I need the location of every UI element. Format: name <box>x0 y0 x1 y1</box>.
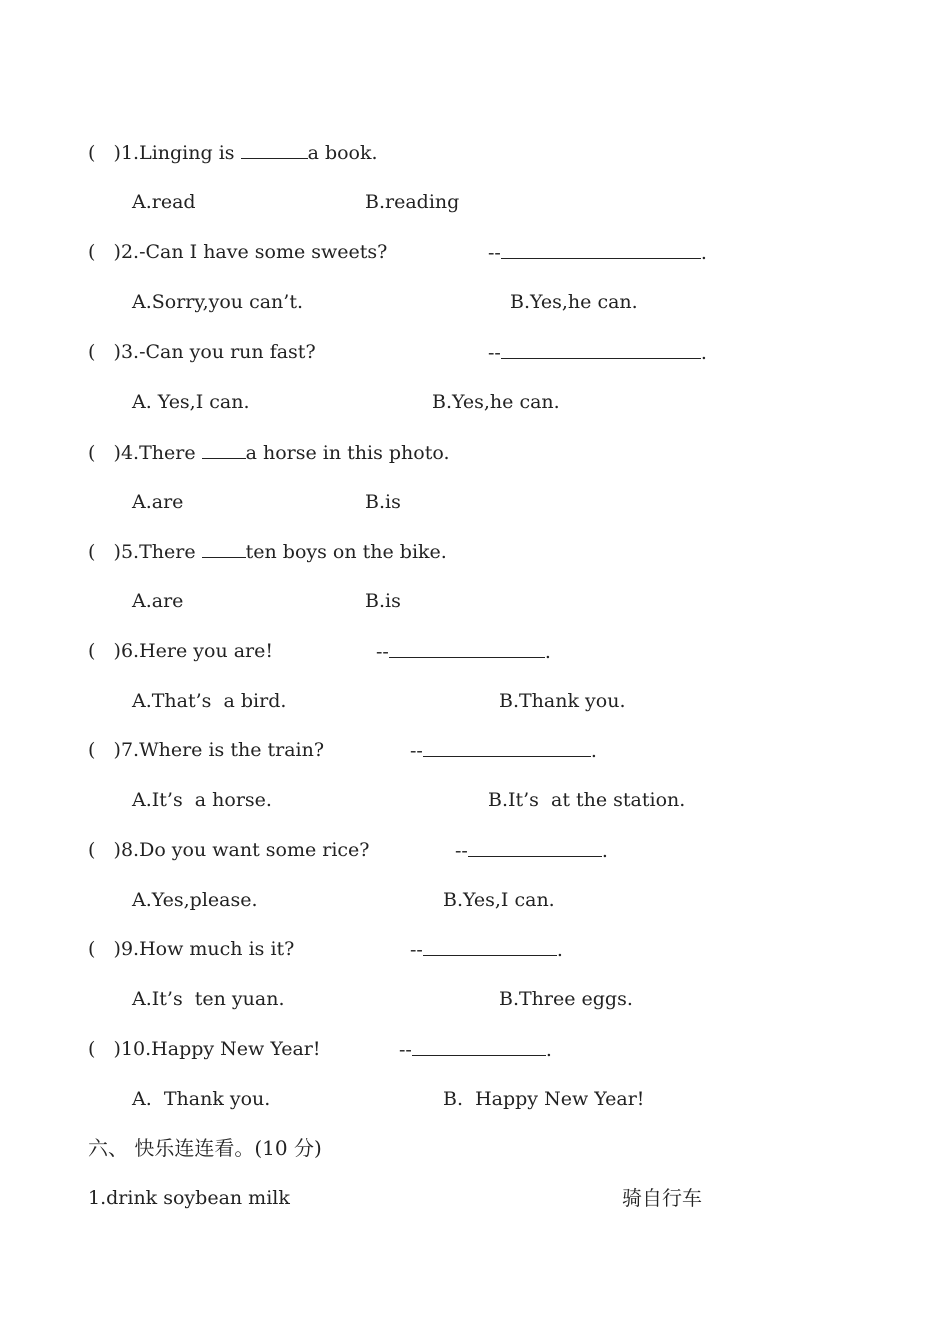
trail: . <box>544 641 551 663</box>
q9-option-a[interactable]: A.It’s ten yuan. <box>132 988 285 1010</box>
q1-option-a[interactable]: A.read <box>132 191 196 213</box>
q5-option-a[interactable]: A.are <box>132 590 184 612</box>
q2-answer <box>488 240 707 264</box>
dash: -- <box>455 840 468 862</box>
match-right-item-1[interactable]: 骑自行车 <box>622 1186 702 1210</box>
question-9 <box>88 937 294 961</box>
q9-answer <box>410 937 563 961</box>
dash: -- <box>410 740 423 762</box>
question-6 <box>88 639 273 663</box>
dash: -- <box>376 641 389 663</box>
fill-blank[interactable] <box>241 140 308 159</box>
q7-option-a[interactable]: A.It’s a horse. <box>132 789 272 811</box>
question-number: 9. <box>120 938 140 960</box>
answer-paren[interactable]: ( ) <box>88 241 121 263</box>
question-number: 8. <box>120 839 140 861</box>
question-10 <box>88 1037 321 1061</box>
q8-option-a[interactable]: A.Yes,please. <box>132 889 258 911</box>
answer-paren[interactable]: ( ) <box>88 541 121 563</box>
fill-blank[interactable] <box>501 240 701 259</box>
q9-option-b[interactable]: B.Three eggs. <box>499 988 633 1010</box>
question-text: Do you want some rice? <box>139 839 370 861</box>
question-text: Linging is <box>139 142 241 164</box>
answer-paren[interactable]: ( ) <box>88 442 121 464</box>
answer-paren[interactable]: ( ) <box>88 839 121 861</box>
fill-blank[interactable] <box>412 1037 546 1056</box>
dash: -- <box>488 342 501 364</box>
trail: . <box>601 840 608 862</box>
q8-answer <box>455 838 608 862</box>
question-text-after: ten boys on the bike. <box>245 541 447 563</box>
question-text: There <box>139 541 202 563</box>
fill-blank[interactable] <box>423 738 591 757</box>
question-text-after: a book. <box>307 142 378 164</box>
question-text: There <box>139 442 202 464</box>
q4-option-b[interactable]: B.is <box>365 491 401 513</box>
trail: . <box>556 939 563 961</box>
answer-paren[interactable]: ( ) <box>88 1038 121 1060</box>
fill-blank[interactable] <box>501 340 701 359</box>
q6-option-b[interactable]: B.Thank you. <box>499 690 626 712</box>
question-text: Here you are! <box>139 640 274 662</box>
question-number: 7. <box>120 739 140 761</box>
answer-paren[interactable]: ( ) <box>88 938 121 960</box>
dash: -- <box>410 939 423 961</box>
q2-option-b[interactable]: B.Yes,he can. <box>510 291 638 313</box>
question-number: 2. <box>120 241 140 263</box>
fill-blank[interactable] <box>468 838 602 857</box>
question-text: -Can you run fast? <box>139 341 316 363</box>
question-5 <box>88 539 447 563</box>
trail: . <box>545 1039 552 1061</box>
q3-option-b[interactable]: B.Yes,he can. <box>432 391 560 413</box>
section-6-heading: 六、 快乐连连看。(10 分) <box>88 1136 322 1160</box>
answer-paren[interactable]: ( ) <box>88 739 121 761</box>
q8-option-b[interactable]: B.Yes,I can. <box>443 889 555 911</box>
question-text: Where is the train? <box>139 739 325 761</box>
question-text: -Can I have some sweets? <box>139 241 388 263</box>
question-number: 10. <box>120 1038 152 1060</box>
q4-option-a[interactable]: A.are <box>132 491 184 513</box>
trail: . <box>590 740 597 762</box>
question-4 <box>88 440 450 464</box>
dash: -- <box>399 1039 412 1061</box>
q10-option-a[interactable]: A. Thank you. <box>132 1088 271 1110</box>
answer-paren[interactable]: ( ) <box>88 142 121 164</box>
fill-blank[interactable] <box>202 539 246 558</box>
q6-option-a[interactable]: A.That’s a bird. <box>132 690 287 712</box>
q5-option-b[interactable]: B.is <box>365 590 401 612</box>
question-text: Happy New Year! <box>151 1038 321 1060</box>
question-text-after: a horse in this photo. <box>245 442 450 464</box>
q7-answer <box>410 738 597 762</box>
q2-option-a[interactable]: A.Sorry,you can’t. <box>132 291 303 313</box>
question-number: 6. <box>120 640 140 662</box>
q7-option-b[interactable]: B.It’s at the station. <box>488 789 686 811</box>
q10-answer <box>399 1037 552 1061</box>
question-1 <box>88 140 378 164</box>
question-text: How much is it? <box>139 938 295 960</box>
question-8 <box>88 838 369 862</box>
dash: -- <box>488 242 501 264</box>
question-number: 3. <box>120 341 140 363</box>
q10-option-b[interactable]: B. Happy New Year! <box>443 1088 645 1110</box>
fill-blank[interactable] <box>202 440 246 459</box>
match-left-item-1[interactable]: 1.drink soybean milk <box>88 1187 290 1209</box>
question-number: 1. <box>120 142 140 164</box>
fill-blank[interactable] <box>423 937 557 956</box>
answer-paren[interactable]: ( ) <box>88 341 121 363</box>
fill-blank[interactable] <box>389 639 545 658</box>
q3-answer <box>488 340 707 364</box>
question-7 <box>88 738 324 762</box>
trail: . <box>700 242 707 264</box>
question-number: 4. <box>120 442 140 464</box>
question-2 <box>88 240 387 264</box>
trail: . <box>700 342 707 364</box>
q6-answer <box>376 639 551 663</box>
answer-paren[interactable]: ( ) <box>88 640 121 662</box>
question-number: 5. <box>120 541 140 563</box>
question-3 <box>88 340 316 364</box>
q1-option-b[interactable]: B.reading <box>365 191 460 213</box>
q3-option-a[interactable]: A. Yes,I can. <box>132 391 250 413</box>
